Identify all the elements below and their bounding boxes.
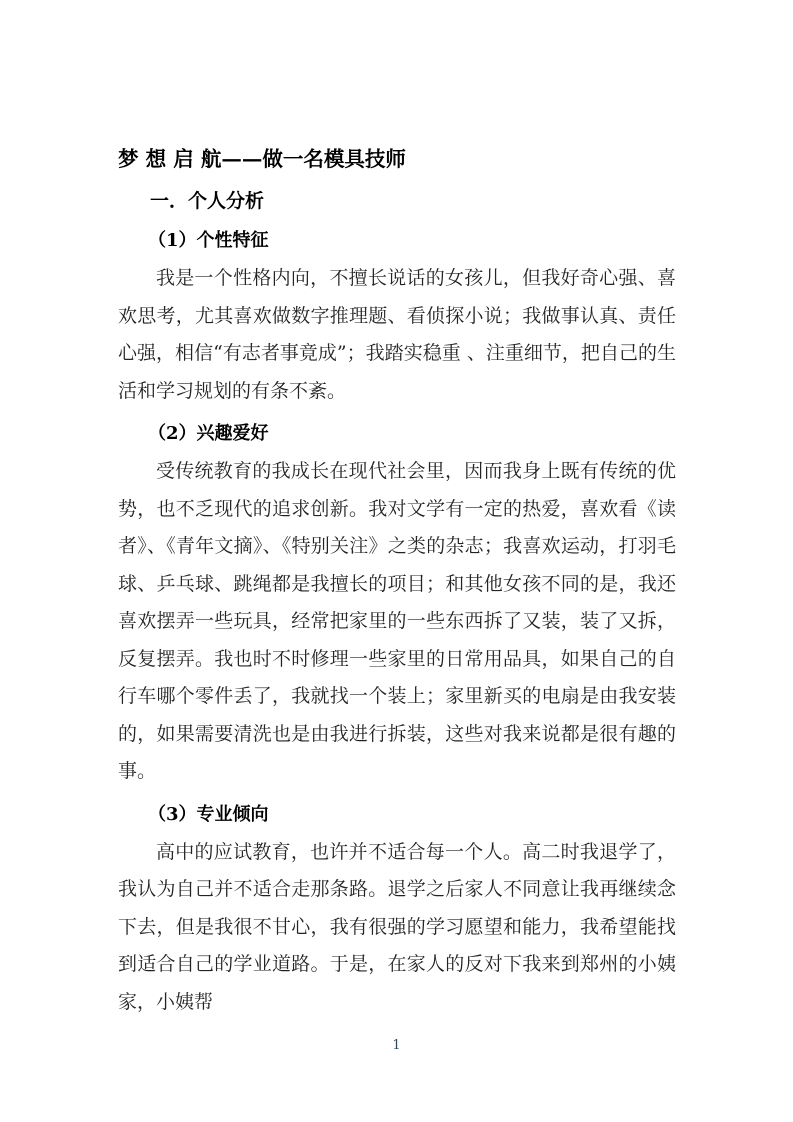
page-number: 1 — [392, 1038, 401, 1053]
subsection-heading-interests-hobbies: （2）兴趣爱好 — [148, 423, 269, 444]
paragraph-interests-hobbies: 受传统教育的我成长在现代社会里，因而我身上既有传统的优势，也不乏现代的追求创新。我对文学有一定的热爱，喜欢看《读者》、《青年文摘》、《特别关注》之类的杂志；我喜欢运动，打羽毛球、乒乓球、跳绳都是我擅长的项目；和其他女孩不同的是，我还喜欢摆弄一些玩具，经常把家里的一些东西拆了又装，装了又拆，反复摆弄。我也时不时修理一些家里的日常用品具，如果自己的自行车哪个零件丢了，我就找一个装上；家里新买的电扇是由我安装的，如果需要清洗也是由我进行拆装，这些对我来说都是很有趣的事。 — [118, 460, 676, 782]
document-title: 梦 想 启 航——做一名模具技师 — [118, 147, 406, 171]
subsection-heading-professional-inclination: （3）专业倾向 — [148, 803, 269, 825]
document-body — [118, 140, 676, 1021]
paragraph-professional-inclination: 高中的应试教育，也许并不适合每一个人。高二时我退学了，我认为自己并不适合走那条路。退学之后家人不同意让我再继续念下去，但是我很不甘心，我有很强的学习愿望和能力，我希望能找到适合自己的学业道路。于是，在家人的反对下我来到郑州的小姨家，小姨帮 — [118, 840, 676, 1013]
paragraph-personality-traits: 我是一个性格内向，不擅长说话的女孩儿，但我好奇心强、喜欢思考，尤其喜欢做数字推理题、看侦探小说；我做事认真、责任心强，相信“有志者事竟成”；我踏实稳重 、注重细节，把自己的生活和学习规划的有条不紊。 — [118, 267, 676, 402]
subsection-heading-personality-traits: （1）个性特征 — [148, 230, 269, 251]
section-heading-personal-analysis: 一．个人分析 — [150, 190, 265, 212]
